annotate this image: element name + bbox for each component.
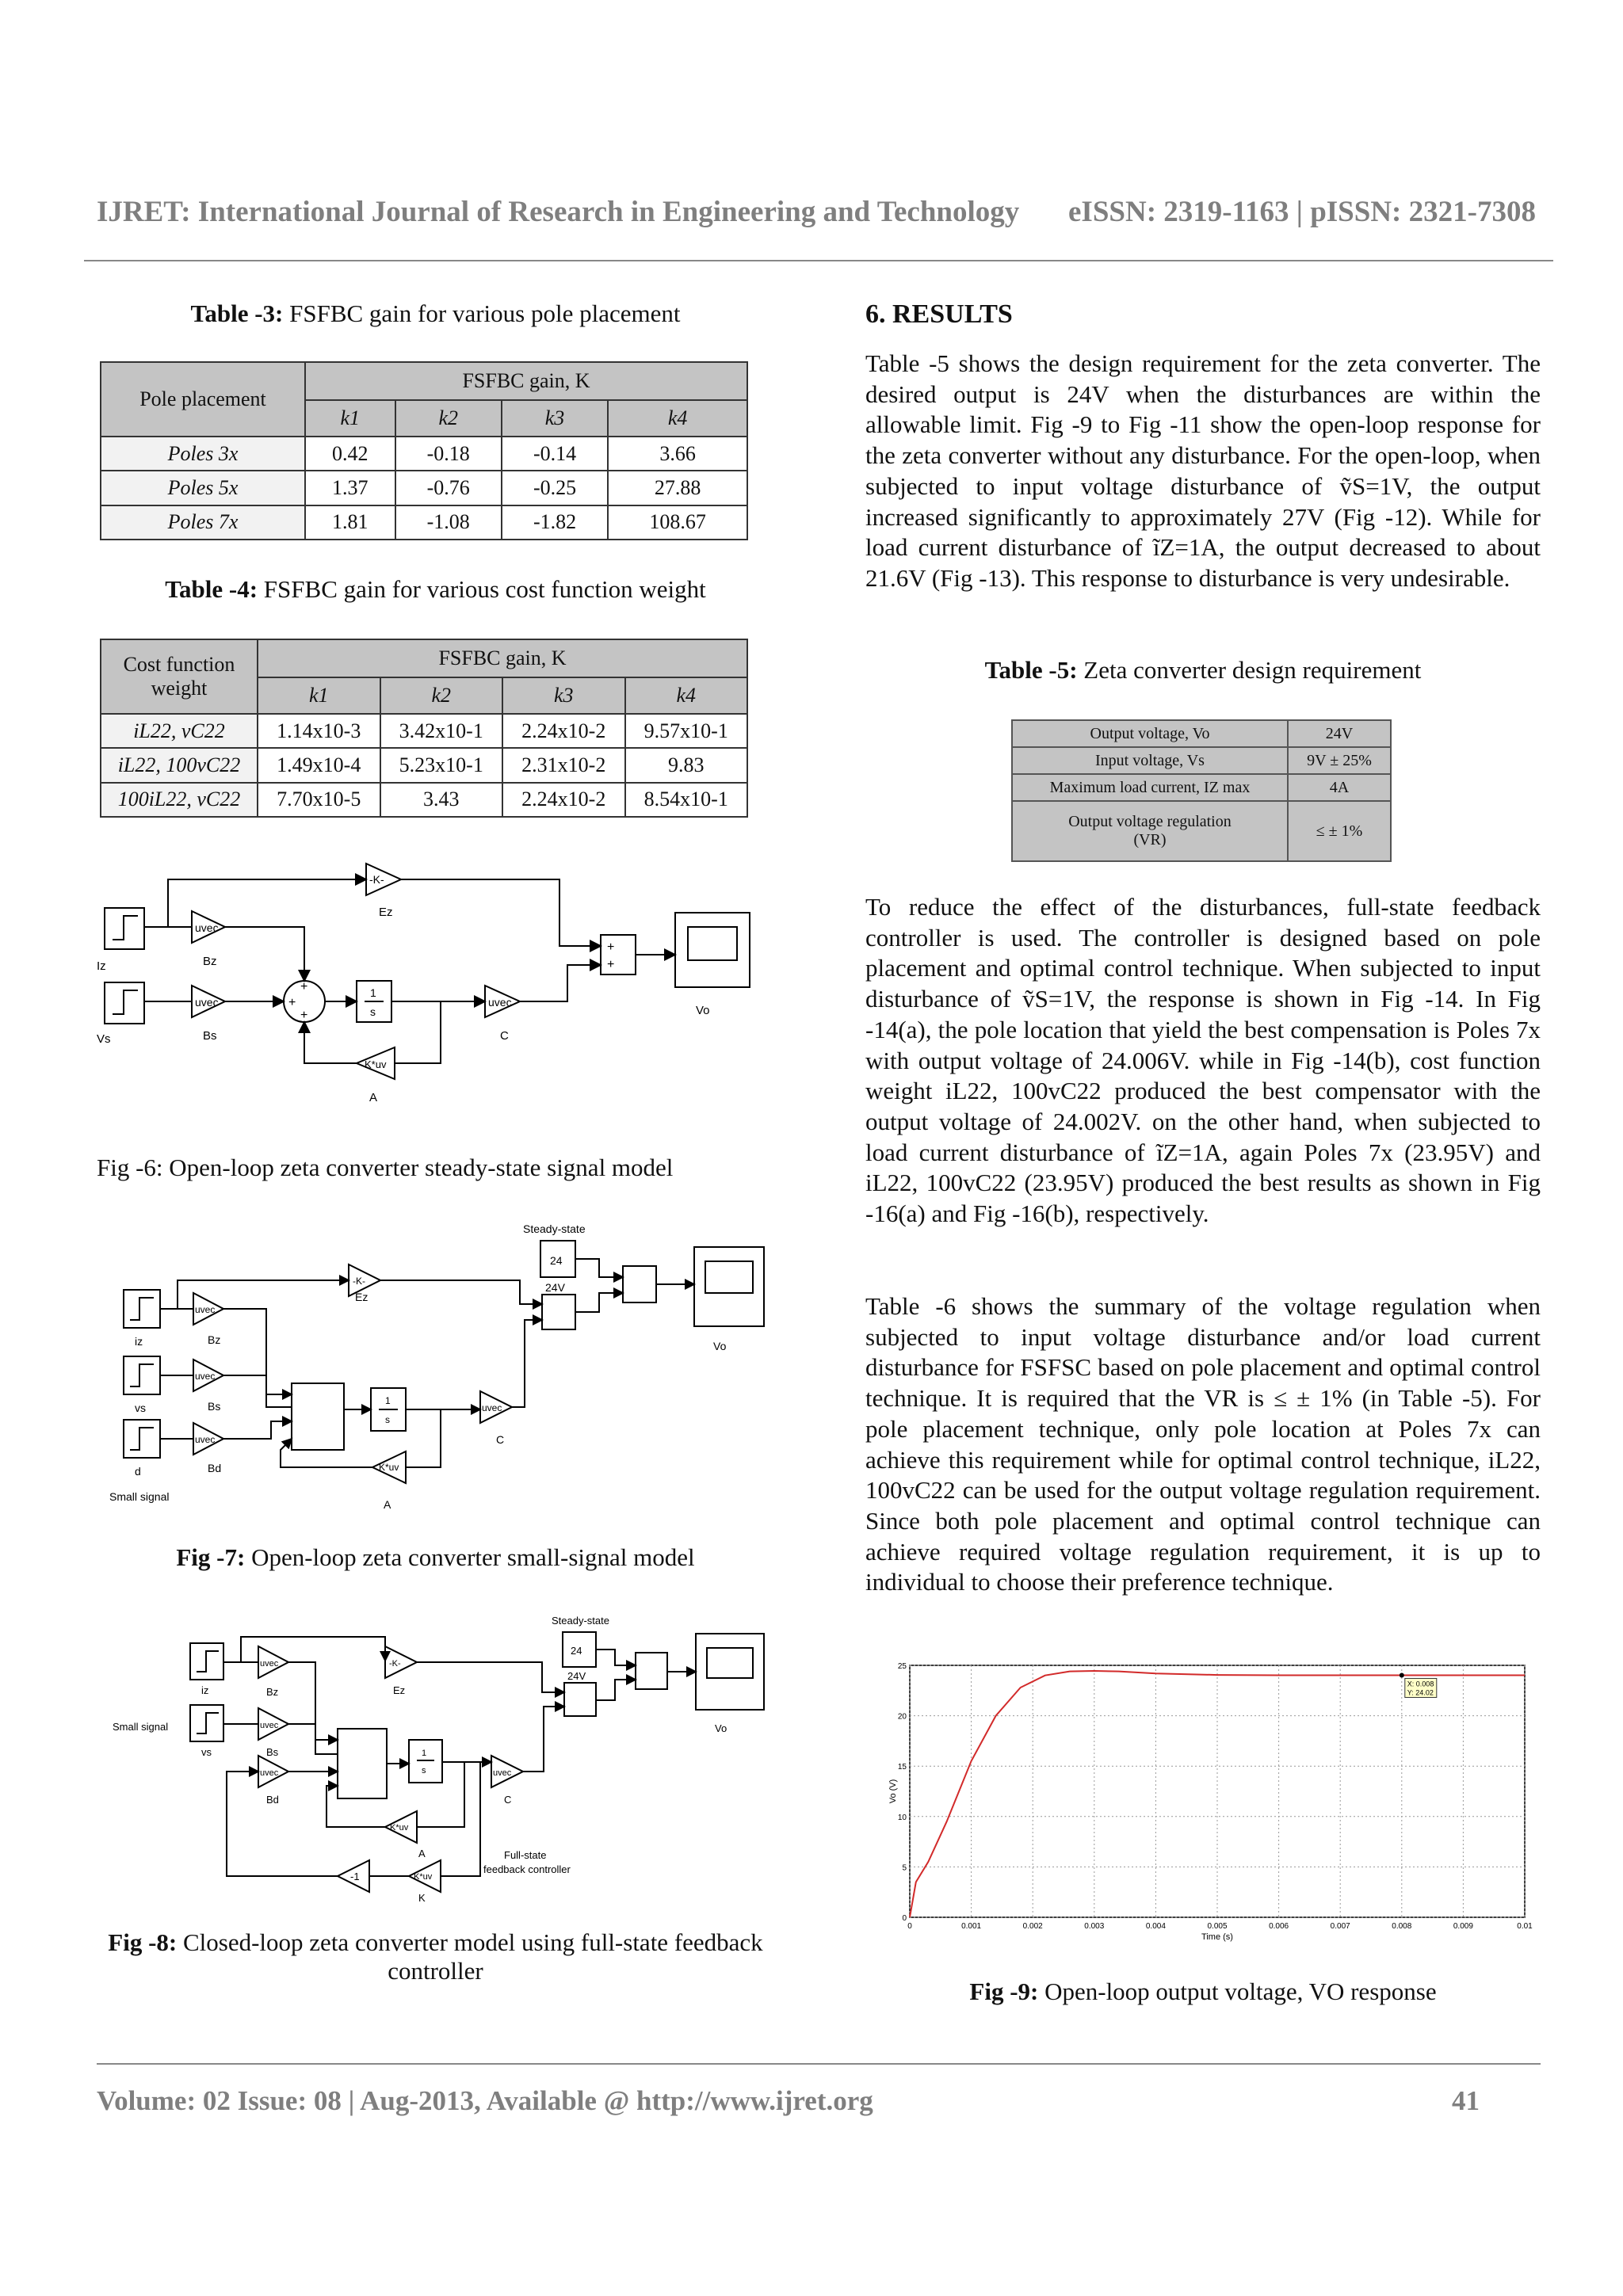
fig6-diagram bbox=[97, 864, 758, 1125]
x-tick-label: 0.008 bbox=[1392, 1922, 1412, 1931]
svg-text:C: C bbox=[504, 1794, 512, 1806]
svg-text:+: + bbox=[607, 940, 615, 954]
svg-text:s: s bbox=[385, 1414, 390, 1425]
x-tick-label: 0.01 bbox=[1517, 1922, 1533, 1931]
journal-title: IJRET: International Journal of Research in Engineering and Technology bbox=[97, 196, 1020, 228]
label-bz: Bz bbox=[203, 955, 217, 968]
svg-text:Small signal: Small signal bbox=[109, 1490, 170, 1503]
svg-text:Bd: Bd bbox=[208, 1462, 222, 1474]
svg-text:-1: -1 bbox=[350, 1871, 360, 1882]
scope-vo bbox=[675, 913, 750, 987]
x-tick-label: 0.006 bbox=[1269, 1922, 1289, 1931]
table4-col-k1: k1 bbox=[258, 677, 380, 714]
label-c: C bbox=[500, 1029, 509, 1043]
label-a: A bbox=[369, 1091, 378, 1104]
svg-text:Bz: Bz bbox=[208, 1333, 221, 1346]
y-tick-label: 15 bbox=[897, 1763, 907, 1772]
svg-text:s: s bbox=[422, 1766, 426, 1775]
x-tick-label: 0.004 bbox=[1145, 1922, 1166, 1931]
svg-text:vs: vs bbox=[135, 1402, 146, 1414]
table3 bbox=[100, 361, 748, 540]
x-tick-label: 0.001 bbox=[961, 1922, 982, 1931]
svg-text:-K-: -K- bbox=[369, 873, 384, 886]
y-tick-label: 5 bbox=[902, 1863, 907, 1873]
table5 bbox=[1011, 719, 1392, 862]
table5-caption: Table -5: Zeta converter design requirement bbox=[984, 656, 1422, 684]
table-row: iL22, vC22 1.14x10-3 3.42x10-1 2.24x10-2 9.57x10-1 bbox=[101, 714, 747, 748]
label-vs: Vs bbox=[97, 1032, 111, 1046]
label-bs: Bs bbox=[203, 1029, 217, 1043]
svg-text:24: 24 bbox=[550, 1254, 563, 1267]
table4-caption: Table -4: FSFBC gain for various cost function weight bbox=[165, 575, 706, 603]
svg-text:uvec: uvec bbox=[260, 1721, 279, 1730]
table-row: Input voltage, Vs 9V ± 25% bbox=[1012, 747, 1391, 774]
table-row: 100iL22, vC22 7.70x10-5 3.43 2.24x10-2 8.54x10-1 bbox=[101, 783, 747, 817]
table4-row-header: Cost function weight bbox=[101, 639, 258, 714]
fig6-caption: Fig -6: Open-loop zeta converter steady-state signal model bbox=[97, 1154, 674, 1181]
svg-text:uvec: uvec bbox=[482, 1402, 502, 1413]
table4 bbox=[100, 639, 748, 818]
results-para2: To reduce the effect of the disturbances, full-state feedback controller is used. The controller is designed based on pole placement and optimal control technique. When subjected to input disturbance of ṽS=1V, the response is shown in Fig -14. In Fig -14(a), the pole location that yield the best compensation is Poles 7x with output voltage of 24.006V. while in Fig -14(b), cost function weight iL22, 100vC22 produced the best compensator with the output voltage of 24.002V. on the other hand, when subjected to load current disturbance of ĩZ=1A, again Poles 7x (23.95V) and iL22, 100vC22 (23.95V) produced the best results as shown in Fig -16(a) and Fig -16(b), respectively. bbox=[865, 893, 1541, 1228]
chart-ylabel: Vo (V) bbox=[888, 1779, 898, 1804]
summer-2 bbox=[601, 935, 636, 974]
svg-text:24V: 24V bbox=[567, 1670, 586, 1682]
x-tick-label: 0.002 bbox=[1022, 1922, 1043, 1931]
results-para1: Table -5 shows the design requirement for the zeta converter. The desired output is 24V when the disturbances are within the allowable limit. Fig -9 to Fig -11 show the open-loop response for the zeta converter without any disturbance. For the open-loop, when subjected to input voltage disturbance of ṽS=1V, the output increased significantly to approximately 27V (Fig -12). While for load current disturbance of ĩZ=1A, the output decreased to about 21.6V (Fig -13). This response to disturbance is very undesirable. bbox=[865, 349, 1541, 592]
chart-xlabel: Time (s) bbox=[1201, 1932, 1233, 1942]
svg-text:Steady-state: Steady-state bbox=[523, 1222, 586, 1235]
svg-text:Small signal: Small signal bbox=[113, 1721, 169, 1733]
y-tick-label: 10 bbox=[897, 1813, 907, 1822]
datatip-marker bbox=[1400, 1672, 1404, 1677]
table4-col-k3: k3 bbox=[502, 677, 625, 714]
header-rule bbox=[84, 260, 1553, 261]
issn-text: eISSN: 2319-1163 | pISSN: 2321-7308 bbox=[1068, 196, 1536, 228]
svg-text:24V: 24V bbox=[545, 1281, 565, 1294]
svg-text:+: + bbox=[300, 980, 308, 994]
svg-text:Ez: Ez bbox=[355, 1291, 369, 1303]
svg-text:uvec: uvec bbox=[260, 1768, 279, 1778]
svg-text:Bs: Bs bbox=[266, 1746, 279, 1758]
svg-text:K*uv: K*uv bbox=[379, 1462, 399, 1473]
svg-text:iz: iz bbox=[201, 1684, 209, 1696]
table3-caption: Table -3: FSFBC gain for various pole placement bbox=[190, 299, 681, 327]
datatip-x: X: 0.008 bbox=[1407, 1680, 1434, 1688]
x-tick-label: 0.007 bbox=[1330, 1922, 1350, 1931]
svg-text:feedback controller: feedback controller bbox=[483, 1863, 571, 1875]
table-row: Output voltage regulation (VR) ≤ ± 1% bbox=[1012, 801, 1391, 861]
svg-text:Steady-state: Steady-state bbox=[552, 1615, 609, 1627]
svg-text:uvec: uvec bbox=[195, 1304, 216, 1315]
table-row: Output voltage, Vo 24V bbox=[1012, 720, 1391, 747]
svg-text:K*uv: K*uv bbox=[414, 1872, 433, 1882]
table-row: Poles 5x 1.37 -0.76 -0.25 27.88 bbox=[101, 471, 747, 505]
label-iz: Iz bbox=[97, 959, 106, 973]
fig8-caption: Fig -8: Closed-loop zeta converter model using full-state feedback controller bbox=[108, 1928, 763, 1985]
svg-text:K*uv: K*uv bbox=[390, 1823, 409, 1833]
table-row: Poles 3x 0.42 -0.18 -0.14 3.66 bbox=[101, 437, 747, 471]
table4-col-group: FSFBC gain, K bbox=[258, 639, 747, 677]
svg-text:+: + bbox=[288, 996, 296, 1009]
svg-text:uvec: uvec bbox=[195, 1434, 216, 1445]
x-tick-label: 0 bbox=[907, 1922, 912, 1931]
svg-text:Full-state: Full-state bbox=[504, 1849, 547, 1861]
svg-text:uvec: uvec bbox=[195, 996, 219, 1009]
svg-text:s: s bbox=[370, 1005, 376, 1018]
svg-text:1: 1 bbox=[385, 1395, 391, 1406]
svg-text:A: A bbox=[418, 1848, 426, 1859]
x-tick-label: 0.005 bbox=[1207, 1922, 1228, 1931]
svg-text:-K-: -K- bbox=[389, 1659, 401, 1669]
svg-text:24: 24 bbox=[571, 1645, 582, 1657]
svg-text:1: 1 bbox=[422, 1749, 427, 1758]
svg-text:Ez: Ez bbox=[393, 1684, 406, 1696]
fig7-caption: Fig -7: Open-loop zeta converter small-signal model bbox=[176, 1543, 695, 1571]
svg-text:Vo: Vo bbox=[713, 1340, 727, 1352]
x-tick-label: 0.003 bbox=[1084, 1922, 1105, 1931]
svg-text:uvec: uvec bbox=[493, 1768, 512, 1778]
label-ez: Ez bbox=[379, 906, 393, 919]
svg-text:uvec: uvec bbox=[195, 921, 219, 934]
results-heading: 6. RESULTS bbox=[865, 299, 1013, 329]
fig9-caption: Fig -9: Open-loop output voltage, VO response bbox=[969, 1978, 1437, 2005]
svg-text:Bz: Bz bbox=[266, 1686, 279, 1698]
svg-text:+: + bbox=[300, 1009, 308, 1022]
table4-col-k4: k4 bbox=[625, 677, 748, 714]
footer-rule bbox=[97, 2063, 1541, 2065]
results-para3: Table -6 shows the summary of the voltage regulation when subjected to input voltage disturbance and/or load current disturbance for FSFSC based on pole placement and optimal control technique. It is required that the VR is ≤ ± 1% (in Table -5). For pole placement technique, only pole location at Poles 7x can achieve this requirement while for optimal control technique, iL22, 100vC22 can be used for the output voltage regulation requirement. Since both pole placement and optimal control technique can achieve required voltage regulation requirement, it is up to individual to choose their preference technique. bbox=[865, 1292, 1541, 1596]
svg-text:A: A bbox=[384, 1498, 391, 1511]
table-row: iL22, 100vC22 1.49x10-4 5.23x10-1 2.31x10-2 9.83 bbox=[101, 748, 747, 782]
fig7-diagram bbox=[108, 1217, 766, 1534]
svg-text:C: C bbox=[496, 1433, 505, 1446]
svg-text:Vo: Vo bbox=[715, 1722, 727, 1734]
svg-text:d: d bbox=[135, 1465, 141, 1478]
datatip-y: Y: 24.02 bbox=[1407, 1688, 1434, 1697]
svg-text:uvec: uvec bbox=[195, 1371, 216, 1382]
footer-text: Volume: 02 Issue: 08 | Aug-2013, Available @ http://www.ijret.org bbox=[97, 2085, 873, 2116]
svg-text:uvec: uvec bbox=[488, 996, 512, 1009]
table-row: Poles 7x 1.81 -1.08 -1.82 108.67 bbox=[101, 505, 747, 540]
svg-text:+: + bbox=[607, 958, 615, 971]
y-tick-label: 25 bbox=[897, 1662, 907, 1671]
fig9-chart bbox=[888, 1657, 1537, 1951]
y-tick-label: 20 bbox=[897, 1712, 907, 1722]
svg-text:vs: vs bbox=[201, 1746, 212, 1758]
table3-col-k4: k4 bbox=[608, 400, 747, 437]
svg-text:K: K bbox=[418, 1892, 426, 1904]
x-tick-label: 0.009 bbox=[1453, 1922, 1473, 1931]
fig8-diagram bbox=[108, 1605, 766, 1906]
table3-col-k3: k3 bbox=[502, 400, 608, 437]
page-number: 41 bbox=[1452, 2085, 1480, 2116]
table-row: Maximum load current, IZ max 4A bbox=[1012, 774, 1391, 801]
table3-col-group: FSFBC gain, K bbox=[305, 362, 747, 400]
svg-text:uvec: uvec bbox=[260, 1659, 279, 1669]
table3-col-k2: k2 bbox=[395, 400, 502, 437]
table4-col-k2: k2 bbox=[380, 677, 503, 714]
svg-text:K*uv: K*uv bbox=[365, 1058, 387, 1070]
table3-col-k1: k1 bbox=[305, 400, 395, 437]
svg-text:Bs: Bs bbox=[208, 1400, 221, 1413]
svg-text:1: 1 bbox=[370, 986, 376, 999]
y-tick-label: 0 bbox=[902, 1914, 907, 1923]
svg-text:Bd: Bd bbox=[266, 1794, 279, 1806]
table3-row-header: Pole placement bbox=[101, 362, 305, 437]
svg-text:iz: iz bbox=[135, 1335, 143, 1348]
svg-text:-K-: -K- bbox=[353, 1276, 365, 1287]
label-vo: Vo bbox=[696, 1004, 710, 1017]
